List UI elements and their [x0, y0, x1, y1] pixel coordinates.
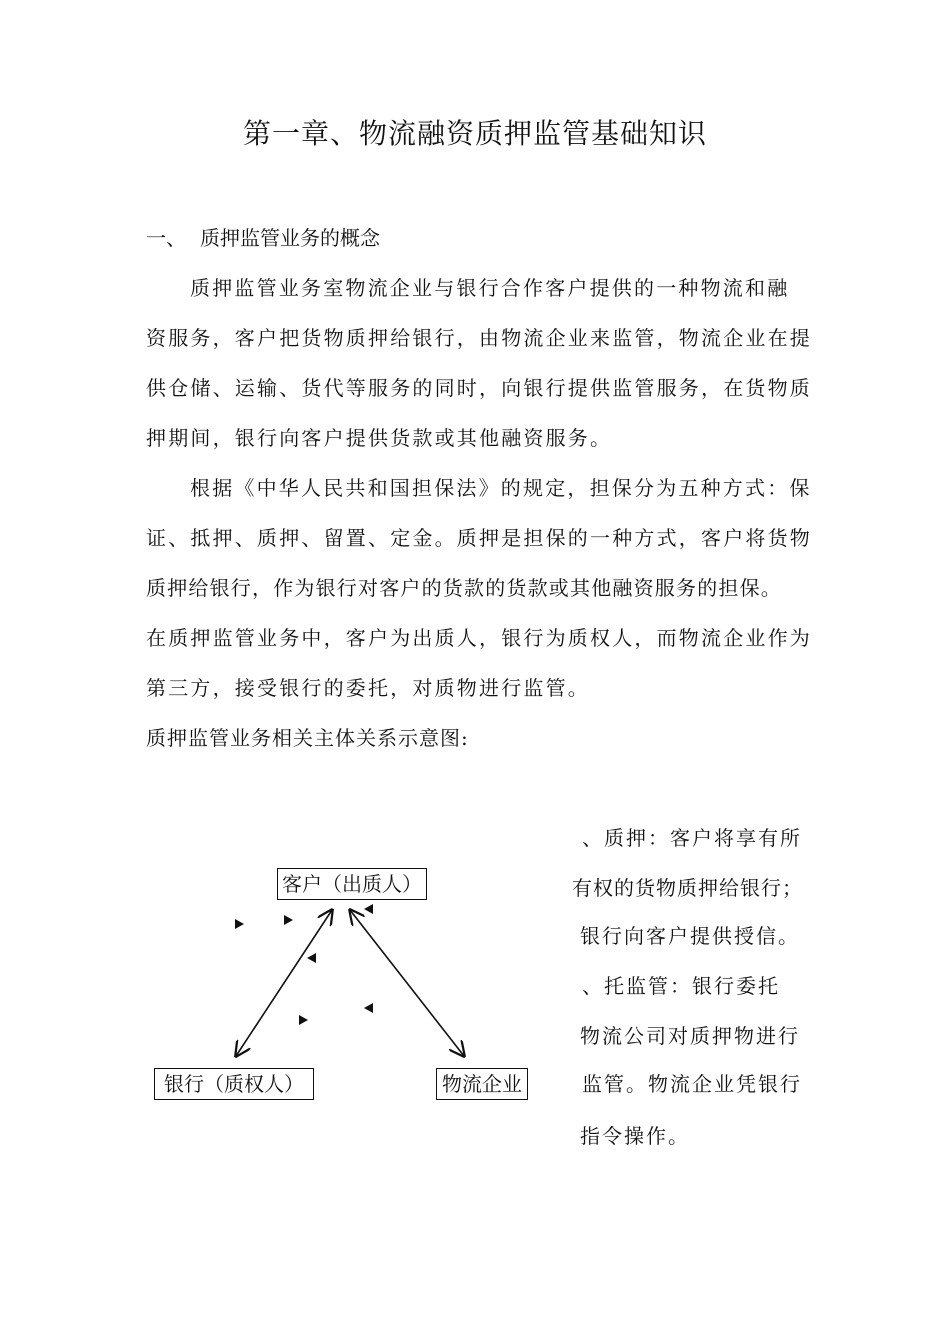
section-title: 质押监管业务的概念 [200, 226, 380, 250]
side-note-line: 、托监管：银行委托 [582, 974, 780, 998]
paragraph1-line: 资服务，客户把货物质押给银行，由物流企业来监管，物流企业在提 [146, 326, 812, 350]
paragraph2-line: 第三方，接受银行的委托，对质物进行监管。 [146, 676, 590, 700]
paragraph2-line: 证、抵押、质押、留置、定金。质押是担保的一种方式，客户将货物 [146, 526, 812, 550]
paragraph1-line: 质押监管业务室物流企业与银行合作客户提供的一种物流和融 [190, 276, 790, 300]
side-note-line: 物流公司对质押物进行 [580, 1024, 800, 1048]
paragraph1-line: 供仓储、运输、货代等服务的同时，向银行提供监管服务，在货物质 [146, 376, 812, 400]
side-note-line: 、质押：客户将享有所 [582, 826, 802, 850]
side-note-line: 有权的货物质押给银行； [572, 876, 803, 900]
triangle-marker [299, 1015, 308, 1025]
paragraph2-line: 在质押监管业务中，客户为出质人，银行为质权人，而物流企业作为 [146, 626, 812, 650]
diagram-caption: 质押监管业务相关主体关系示意图: [146, 726, 469, 750]
paragraph1-line: 押期间，银行向客户提供货款或其他融资服务。 [146, 426, 613, 450]
side-note-line: 监管。物流企业凭银行 [582, 1072, 802, 1096]
customer-box: 客户（出质人） [277, 868, 427, 900]
triangle-marker [284, 915, 293, 925]
triangle-marker [364, 904, 373, 914]
side-note-line: 指令操作。 [580, 1124, 690, 1148]
section-number: 一、 [146, 226, 186, 250]
triangle-marker [235, 919, 244, 929]
page-title: 第一章、物流融资质押监管基础知识 [242, 117, 707, 150]
paragraph2-line: 质押给银行，作为银行对客户的货款的货款或其他融资服务的担保。 [146, 576, 782, 600]
triangle-marker [364, 1003, 373, 1013]
side-note-line: 银行向客户提供授信。 [580, 924, 800, 948]
bank-box: 银行（质权人） [154, 1068, 314, 1100]
customer-logistics-arrow [350, 910, 464, 1056]
paragraph2-line: 根据《中华人民共和国担保法》的规定，担保分为五种方式：保 [190, 476, 812, 500]
triangle-marker [307, 953, 316, 963]
customer-bank-arrow [236, 910, 332, 1056]
logistics-box: 物流企业 [436, 1068, 528, 1100]
